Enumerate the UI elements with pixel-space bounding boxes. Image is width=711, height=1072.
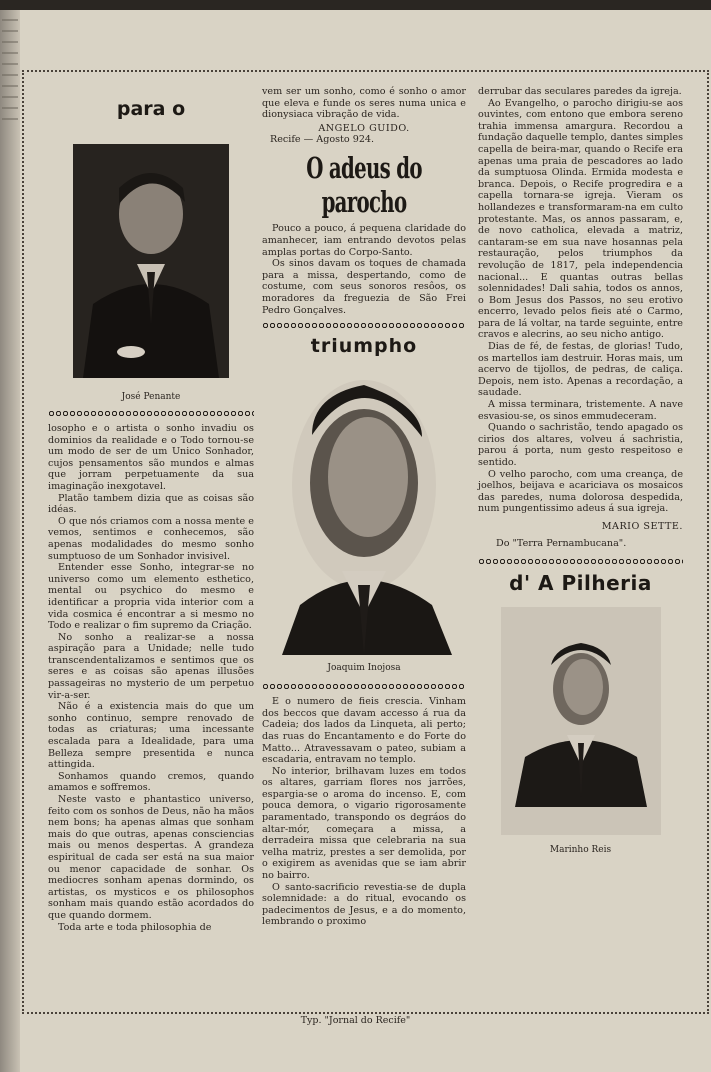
- article-text-col1: [48, 423, 254, 933]
- paragraph: derrubar das seculares paredes da igreja.: [478, 86, 682, 97]
- paragraph: Ao Evangelho, o parocho dirigiu-se aos ouvintes, com entono que embora sereno trahia immensa amargura. Recordou a fundação daquelle templo, dantes simples capella de beira-mar, quando o Recife era apenas uma praia de pescadores ao lado da sumptuosa Olinda. Ermida modesta e branca. Depois, o Recife progredira e a capella tornara-se igreja. Vieram os hollandezes e transformaram-na em culto protestante. Mas, os annos passaram, e, de novo catholica, elevada a matriz, cantaram-se em sua nave hosannas pela restauração, pelos triumphos da revolução de 1817, pela independencia nacional... E quantas outras bellas solennidades! Dali sahia, todos os annos, o Bom Jesus dos Passos, no seu erotivo encerro, levado pelos fieis até o Carmo, para de lá voltar, na tarde seguinte, entre cravos e alecrins, ao seu nicho antigo.: [478, 97, 683, 341]
- paragraph: Quando o sachristão, tendo apagado os cirios dos altares, volveu á sachristia, parou á porta, num gesto respeitoso e sentido.: [478, 422, 683, 468]
- paragraph: No interior, brilhavam luzes em todos os altares, garriam flores nos jarrões, espargia-se o aroma do incenso. E, com pouca demora, o vigario rigorosamente paramentado, transpondo os degráos do altar-mór, começara a missa, a derradeira missa que celebraria na sua velha matriz, prestes a ser demolida, por o exigirem as avenidas que se iam abrir no bairro.: [262, 765, 466, 882]
- heading-pilheria: d' A Pilheria: [509, 570, 652, 595]
- portrait-figure: [501, 607, 661, 835]
- article-text-col3: [478, 86, 683, 515]
- caption-joaquim-inojosa: Joaquim Inojosa: [327, 663, 401, 674]
- column-3: [478, 86, 683, 855]
- paragraph: O que nós criamos com a nossa mente e vemos, sentimos e conhecemos, são apenas modalidades do mesmo sonho sumptuoso de um Sonhador invisivel.: [48, 515, 254, 562]
- paragraph: A missa terminara, tristemente. A nave esvasiou-se, os sinos emmudeceram.: [478, 399, 683, 422]
- caption-jose-penante: José Penante: [121, 392, 181, 402]
- ornamental-divider: [48, 410, 254, 417]
- ornamental-divider: [478, 558, 683, 565]
- portrait-joaquim-inojosa: [272, 365, 456, 655]
- paragraph: Entender esse Sonho, integrar-se no universo como um elemento esthetico, mental ou psychico do mesmo e identificar a propria vida interior com a vida cosmica é encontrar a si mesmo no Todo e realizar o fim supremo da Criação.: [48, 562, 254, 632]
- paragraph: O velho parocho, com uma creança, de joelhos, beijava e acariciava os mosaicos das paredes, numa dolorosa despedida, num pungentissimo adeus á sua igreja.: [478, 468, 683, 515]
- paragraph: Platão tambem dizia que as coisas são idéas.: [48, 492, 254, 516]
- paragraph: Toda arte e toda philosophia de: [58, 921, 212, 933]
- paragraph: vem ser um sonho, como é sonho o amor que eleva e funde os seres numa unica e dionysiaca vibração de vida.: [262, 86, 466, 121]
- portrait-marinho-reis: [501, 607, 661, 835]
- paragraph: E o numero de fieis crescia. Vinham dos beccos que davam accesso á rua da Cadeia; dos lados da Linqueta, ali perto; das ruas do Encantamento e do Forte do Matto... Atravessavam o pateo, subiam a escadaria, entravam no templo.: [262, 696, 466, 766]
- article-text-col2-bottom: [262, 696, 466, 928]
- facing-page-edge: [0, 10, 20, 1072]
- paragraph: losopho e o artista o sonho invadiu os dominios da realidade e o Todo tornou-se um modo de ser de um Unico Sonhador, cujos pensamentos são mundos e almas que jorram perpetuamente da sua imaginação inexgotavel.: [48, 423, 254, 492]
- portrait-figure: [73, 144, 229, 378]
- source-line: Do "Terra Pernambucana".: [496, 537, 627, 549]
- column-1: [48, 86, 254, 933]
- portrait-figure: [272, 365, 456, 655]
- heading-triumpho: triumpho: [310, 335, 418, 358]
- paragraph: Não é a existencia mais do que um sonho continuo, sempre renovado de todas as criaturas; uma incessante escalada para a Idealidade, para uma Belleza sempre presentida e nunca attingida.: [48, 701, 254, 771]
- place-date: Recife — Agosto 924.: [270, 133, 375, 145]
- ornamental-divider: [262, 322, 466, 329]
- article-text-col2-top: [262, 223, 466, 316]
- ornamental-divider: [262, 683, 466, 690]
- column-2: [262, 86, 466, 928]
- paragraph: O santo-sacrificio revestia-se de dupla solemnidade: a do ritual, evocando os padecimentos de Jesus, e a do momento, lembrando o proximo: [262, 881, 466, 928]
- paragraph: No sonho a realizar-se a nossa aspiração para a Unidade; nelle tudo transcendentalizamos e sentimos que os seres e as coisas são apenas illusões passageiras no mysterio de um perpetuo vir-a-ser.: [48, 631, 254, 701]
- heading-para-o: para o: [116, 98, 186, 120]
- paragraph: Pouco a pouco, á pequena claridade do amanhecer, iam entrando devotos pelas amplas portas do Corpo-Santo.: [262, 223, 466, 258]
- caption-marinho-reis: Marinho Reis: [549, 844, 612, 855]
- paragraph: Dias de fé, de festas, de glorias! Tudo, os martellos iam destruir. Horas mais, um acervo de tijollos, de pedras, de caliça. Depois, nem isto. Apenas a recordação, a saudade.: [478, 341, 683, 399]
- paragraph: Sonhamos quando cremos, quando amamos e soffremos.: [48, 770, 254, 794]
- signature-mario-sette: MARIO SETTE.: [601, 520, 683, 532]
- portrait-jose-penante: [73, 144, 229, 378]
- heading-adeus-parocho: O adeus do parocho: [306, 151, 422, 220]
- paragraph: Os sinos davam os toques de chamada para a missa, despertando, como de costume, com seus sonoros resôos, os moradores da freguezia de São Frei Pedro Gonçalves.: [262, 258, 466, 316]
- article-text-col2-intro: [262, 86, 466, 121]
- printer-footer: Typ. "Jornal do Recife": [300, 1015, 411, 1026]
- paragraph: Neste vasto e phantastico universo, feito com os sonhos de Deus, não ha mãos nem bons; ha apenas almas que sonham mais do que outras, apenas consciencias mais ou menos despertas. A grandeza espiritual de cada ser está na sua maior ou menor capacidade de sonhar. Os mediocres sonham apenas dormindo, os artistas, os mysticos e os philosophos sonham mais quando estão acordados do que quando dormem.: [48, 794, 254, 921]
- signature-angelo-guido: ANGELO GUIDO.: [318, 122, 410, 134]
